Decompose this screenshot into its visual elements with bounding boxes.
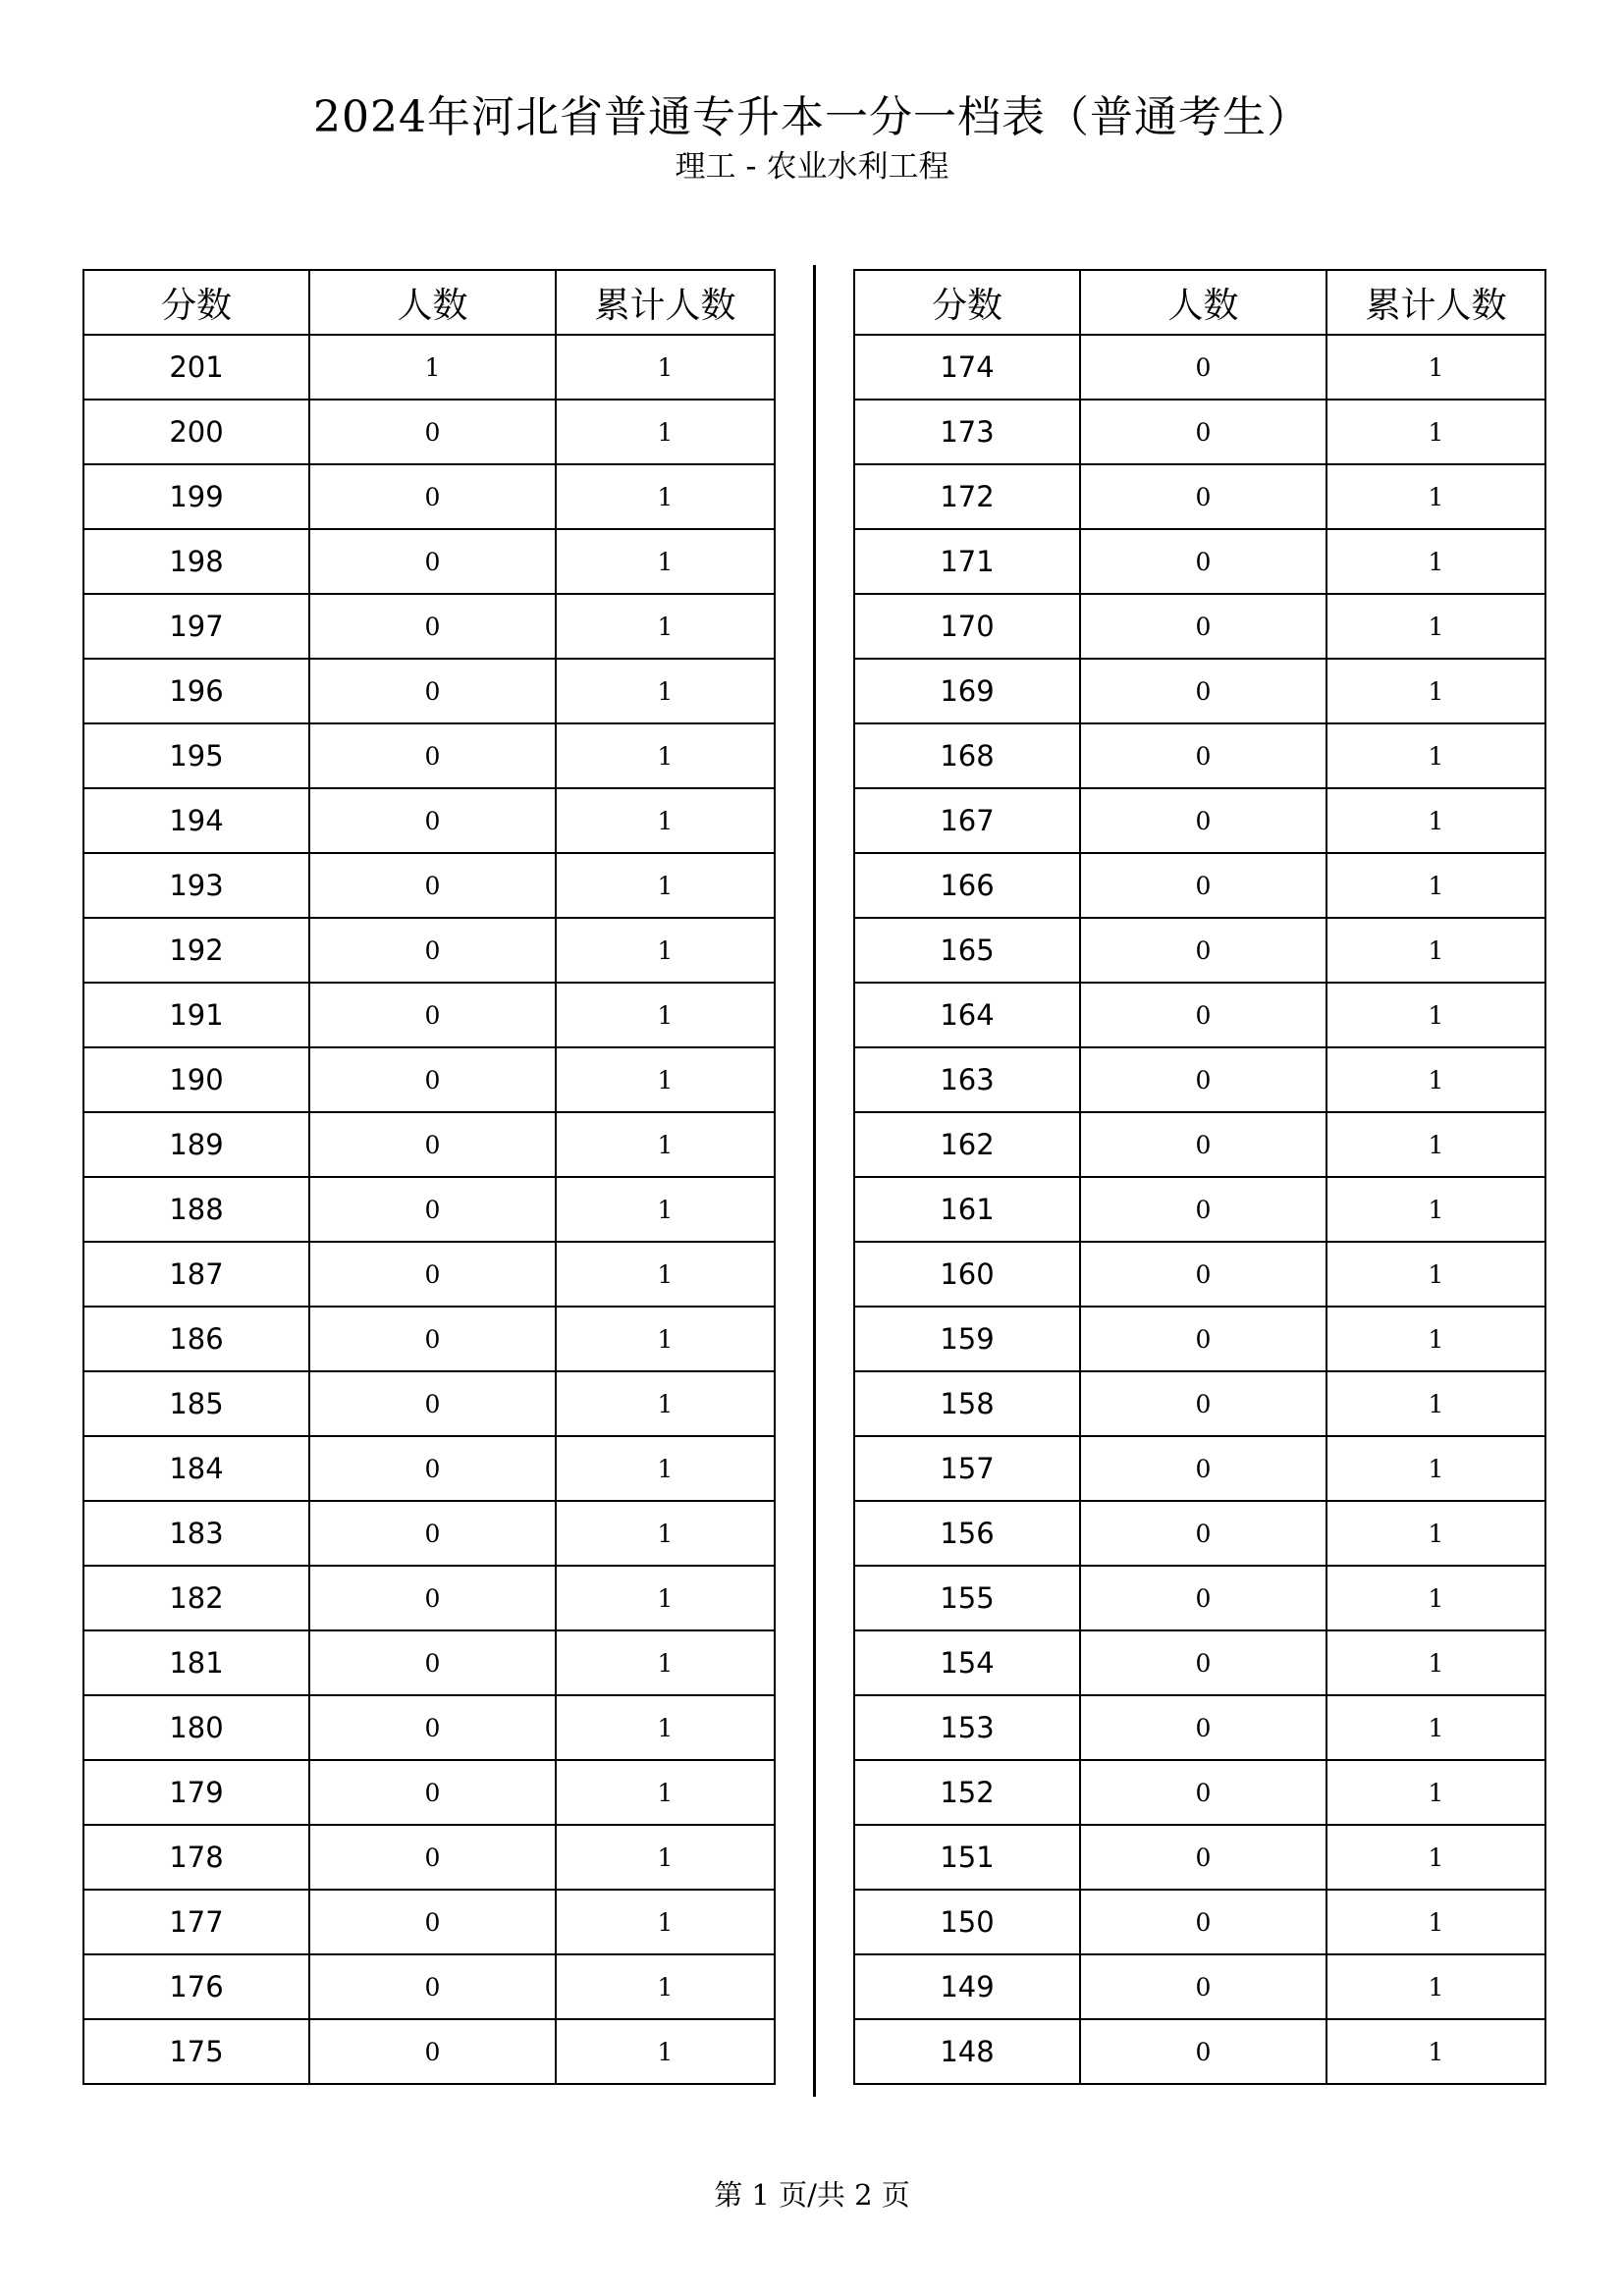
column-header-cumulative: 累计人数 [556, 270, 775, 335]
cumulative-cell: 1 [556, 918, 775, 983]
table-row [854, 788, 1545, 853]
score-cell: 185 [83, 1371, 309, 1436]
score-cell: 163 [854, 1047, 1080, 1112]
score-cell: 154 [854, 1630, 1080, 1695]
count-cell: 1 [309, 335, 556, 400]
score-cell: 166 [854, 853, 1080, 918]
score-cell: 168 [854, 723, 1080, 788]
score-table-left [82, 269, 776, 2085]
score-cell: 151 [854, 1825, 1080, 1890]
cumulative-cell: 1 [1326, 335, 1545, 400]
cumulative-cell: 1 [556, 1501, 775, 1566]
score-cell: 197 [83, 594, 309, 659]
cumulative-cell: 1 [556, 529, 775, 594]
score-cell: 180 [83, 1695, 309, 1760]
cumulative-cell: 1 [1326, 1760, 1545, 1825]
score-cell: 155 [854, 1566, 1080, 1630]
count-cell: 0 [1080, 2019, 1326, 2084]
count-cell: 0 [309, 1695, 556, 1760]
score-cell: 169 [854, 659, 1080, 723]
column-header-count: 人数 [309, 270, 556, 335]
table-row [83, 853, 775, 918]
table-row [854, 853, 1545, 918]
cumulative-cell: 1 [1326, 1501, 1545, 1566]
cumulative-cell: 1 [556, 335, 775, 400]
count-cell: 0 [309, 1501, 556, 1566]
count-cell: 0 [1080, 918, 1326, 983]
score-cell: 195 [83, 723, 309, 788]
table-row [854, 1436, 1545, 1501]
cumulative-cell: 1 [1326, 1047, 1545, 1112]
column-header-score: 分数 [83, 270, 309, 335]
count-cell: 0 [1080, 1954, 1326, 2019]
score-cell: 193 [83, 853, 309, 918]
score-table-right [853, 269, 1546, 2085]
cumulative-cell: 1 [1326, 1436, 1545, 1501]
count-cell: 0 [1080, 1890, 1326, 1954]
cumulative-cell: 1 [1326, 723, 1545, 788]
count-cell: 0 [1080, 1371, 1326, 1436]
table-row [83, 529, 775, 594]
count-cell: 0 [309, 2019, 556, 2084]
cumulative-cell: 1 [556, 788, 775, 853]
count-cell: 0 [1080, 853, 1326, 918]
table-row [854, 400, 1545, 464]
count-cell: 0 [1080, 1047, 1326, 1112]
score-cell: 148 [854, 2019, 1080, 2084]
score-cell: 149 [854, 1954, 1080, 2019]
cumulative-cell: 1 [1326, 1112, 1545, 1177]
count-cell: 0 [1080, 1760, 1326, 1825]
cumulative-cell: 1 [1326, 594, 1545, 659]
score-cell: 171 [854, 529, 1080, 594]
cumulative-cell: 1 [1326, 918, 1545, 983]
count-cell: 0 [309, 400, 556, 464]
count-cell: 0 [309, 1954, 556, 2019]
table-row [854, 464, 1545, 529]
count-cell: 0 [309, 723, 556, 788]
table-row [83, 1825, 775, 1890]
cumulative-cell: 1 [1326, 2019, 1545, 2084]
table-row [854, 1112, 1545, 1177]
score-cell: 191 [83, 983, 309, 1047]
count-cell: 0 [309, 1436, 556, 1501]
table-header-row [83, 270, 775, 335]
score-cell: 162 [854, 1112, 1080, 1177]
count-cell: 0 [309, 659, 556, 723]
score-cell: 189 [83, 1112, 309, 1177]
table-row [854, 529, 1545, 594]
score-cell: 178 [83, 1825, 309, 1890]
cumulative-cell: 1 [1326, 788, 1545, 853]
table-row [83, 1371, 775, 1436]
table-row [854, 1047, 1545, 1112]
cumulative-cell: 1 [556, 1307, 775, 1371]
cumulative-cell: 1 [1326, 1177, 1545, 1242]
count-cell: 0 [309, 1307, 556, 1371]
score-cell: 192 [83, 918, 309, 983]
count-cell: 0 [309, 1242, 556, 1307]
score-cell: 165 [854, 918, 1080, 983]
column-header-score: 分数 [854, 270, 1080, 335]
cumulative-cell: 1 [556, 1954, 775, 2019]
cumulative-cell: 1 [1326, 1825, 1545, 1890]
cumulative-cell: 1 [556, 1630, 775, 1695]
table-row [854, 918, 1545, 983]
cumulative-cell: 1 [556, 1566, 775, 1630]
score-cell: 183 [83, 1501, 309, 1566]
score-cell: 173 [854, 400, 1080, 464]
count-cell: 0 [1080, 1242, 1326, 1307]
column-divider [813, 265, 816, 2097]
table-row [854, 1501, 1545, 1566]
score-cell: 184 [83, 1436, 309, 1501]
cumulative-cell: 1 [1326, 1695, 1545, 1760]
table-row [83, 1112, 775, 1177]
count-cell: 0 [309, 529, 556, 594]
count-cell: 0 [309, 594, 556, 659]
cumulative-cell: 1 [556, 723, 775, 788]
count-cell: 0 [1080, 1566, 1326, 1630]
score-cell: 164 [854, 983, 1080, 1047]
table-row [854, 1242, 1545, 1307]
score-cell: 158 [854, 1371, 1080, 1436]
cumulative-cell: 1 [556, 464, 775, 529]
score-cell: 201 [83, 335, 309, 400]
count-cell: 0 [309, 1890, 556, 1954]
cumulative-cell: 1 [1326, 1566, 1545, 1630]
table-row [83, 400, 775, 464]
score-cell: 187 [83, 1242, 309, 1307]
score-cell: 199 [83, 464, 309, 529]
table-row [83, 1890, 775, 1954]
score-cell: 161 [854, 1177, 1080, 1242]
score-cell: 182 [83, 1566, 309, 1630]
table-row [83, 594, 775, 659]
table-row [854, 594, 1545, 659]
score-cell: 153 [854, 1695, 1080, 1760]
table-row [83, 1695, 775, 1760]
count-cell: 0 [309, 1112, 556, 1177]
table-row [854, 1177, 1545, 1242]
table-row [83, 335, 775, 400]
table-row [83, 1307, 775, 1371]
page-subtitle: 理工 - 农业水利工程 [675, 149, 949, 185]
cumulative-cell: 1 [1326, 529, 1545, 594]
score-cell: 156 [854, 1501, 1080, 1566]
table-row [854, 2019, 1545, 2084]
table-row [854, 659, 1545, 723]
cumulative-cell: 1 [556, 853, 775, 918]
score-cell: 157 [854, 1436, 1080, 1501]
table-row [83, 2019, 775, 2084]
count-cell: 0 [1080, 1177, 1326, 1242]
score-cell: 186 [83, 1307, 309, 1371]
score-cell: 174 [854, 335, 1080, 400]
count-cell: 0 [1080, 983, 1326, 1047]
count-cell: 0 [309, 918, 556, 983]
table-row [854, 1371, 1545, 1436]
table-header-row [854, 270, 1545, 335]
score-cell: 190 [83, 1047, 309, 1112]
cumulative-cell: 1 [556, 1436, 775, 1501]
score-cell: 172 [854, 464, 1080, 529]
table-row [854, 723, 1545, 788]
cumulative-cell: 1 [556, 1825, 775, 1890]
score-cell: 179 [83, 1760, 309, 1825]
count-cell: 0 [309, 1047, 556, 1112]
cumulative-cell: 1 [556, 2019, 775, 2084]
score-cell: 170 [854, 594, 1080, 659]
table-row [854, 1630, 1545, 1695]
count-cell: 0 [1080, 335, 1326, 400]
count-cell: 0 [309, 464, 556, 529]
table-row [83, 723, 775, 788]
table-row [83, 1242, 775, 1307]
score-cell: 196 [83, 659, 309, 723]
table-row [83, 1177, 775, 1242]
table-row [83, 918, 775, 983]
cumulative-cell: 1 [1326, 659, 1545, 723]
table-row [854, 1954, 1545, 2019]
count-cell: 0 [1080, 1436, 1326, 1501]
table-row [83, 1760, 775, 1825]
cumulative-cell: 1 [1326, 464, 1545, 529]
page-title: 2024年河北省普通专升本一分一档表（普通考生） [313, 92, 1311, 142]
score-cell: 175 [83, 2019, 309, 2084]
cumulative-cell: 1 [556, 1371, 775, 1436]
score-cell: 188 [83, 1177, 309, 1242]
score-cell: 177 [83, 1890, 309, 1954]
table-row [83, 1501, 775, 1566]
count-cell: 0 [1080, 1630, 1326, 1695]
table-row [83, 464, 775, 529]
score-cell: 198 [83, 529, 309, 594]
count-cell: 0 [1080, 1112, 1326, 1177]
count-cell: 0 [1080, 1501, 1326, 1566]
cumulative-cell: 1 [1326, 853, 1545, 918]
cumulative-cell: 1 [556, 400, 775, 464]
count-cell: 0 [309, 1566, 556, 1630]
cumulative-cell: 1 [1326, 1307, 1545, 1371]
table-row [854, 335, 1545, 400]
count-cell: 0 [309, 1177, 556, 1242]
count-cell: 0 [1080, 788, 1326, 853]
cumulative-cell: 1 [1326, 983, 1545, 1047]
cumulative-cell: 1 [556, 1890, 775, 1954]
page-footer: 第 1 页/共 2 页 [714, 2178, 910, 2212]
cumulative-cell: 1 [556, 1760, 775, 1825]
count-cell: 0 [309, 1760, 556, 1825]
count-cell: 0 [1080, 1825, 1326, 1890]
table-row [854, 1890, 1545, 1954]
table-row [83, 1630, 775, 1695]
cumulative-cell: 1 [556, 1177, 775, 1242]
count-cell: 0 [1080, 723, 1326, 788]
column-header-count: 人数 [1080, 270, 1326, 335]
cumulative-cell: 1 [1326, 400, 1545, 464]
count-cell: 0 [1080, 594, 1326, 659]
count-cell: 0 [309, 983, 556, 1047]
count-cell: 0 [309, 1630, 556, 1695]
table-row [83, 788, 775, 853]
score-cell: 167 [854, 788, 1080, 853]
table-row [854, 983, 1545, 1047]
table-row [83, 983, 775, 1047]
cumulative-cell: 1 [556, 983, 775, 1047]
cumulative-cell: 1 [1326, 1371, 1545, 1436]
cumulative-cell: 1 [556, 1242, 775, 1307]
score-cell: 181 [83, 1630, 309, 1695]
table-row [854, 1760, 1545, 1825]
score-cell: 200 [83, 400, 309, 464]
count-cell: 0 [1080, 659, 1326, 723]
table-row [854, 1695, 1545, 1760]
table-row [83, 1436, 775, 1501]
count-cell: 0 [1080, 529, 1326, 594]
score-cell: 150 [854, 1890, 1080, 1954]
count-cell: 0 [1080, 1695, 1326, 1760]
table-row [854, 1825, 1545, 1890]
count-cell: 0 [309, 853, 556, 918]
cumulative-cell: 1 [556, 659, 775, 723]
cumulative-cell: 1 [1326, 1890, 1545, 1954]
count-cell: 0 [1080, 1307, 1326, 1371]
cumulative-cell: 1 [556, 1112, 775, 1177]
cumulative-cell: 1 [1326, 1954, 1545, 2019]
count-cell: 0 [1080, 464, 1326, 529]
column-header-cumulative: 累计人数 [1326, 270, 1545, 335]
table-row [83, 1954, 775, 2019]
score-cell: 159 [854, 1307, 1080, 1371]
score-cell: 176 [83, 1954, 309, 2019]
count-cell: 0 [309, 788, 556, 853]
cumulative-cell: 1 [1326, 1630, 1545, 1695]
score-cell: 194 [83, 788, 309, 853]
table-row [854, 1566, 1545, 1630]
count-cell: 0 [309, 1825, 556, 1890]
cumulative-cell: 1 [1326, 1242, 1545, 1307]
cumulative-cell: 1 [556, 594, 775, 659]
table-row [854, 1307, 1545, 1371]
cumulative-cell: 1 [556, 1695, 775, 1760]
table-row [83, 1047, 775, 1112]
table-row [83, 1566, 775, 1630]
score-cell: 160 [854, 1242, 1080, 1307]
count-cell: 0 [1080, 400, 1326, 464]
cumulative-cell: 1 [556, 1047, 775, 1112]
count-cell: 0 [309, 1371, 556, 1436]
table-row [83, 659, 775, 723]
score-cell: 152 [854, 1760, 1080, 1825]
